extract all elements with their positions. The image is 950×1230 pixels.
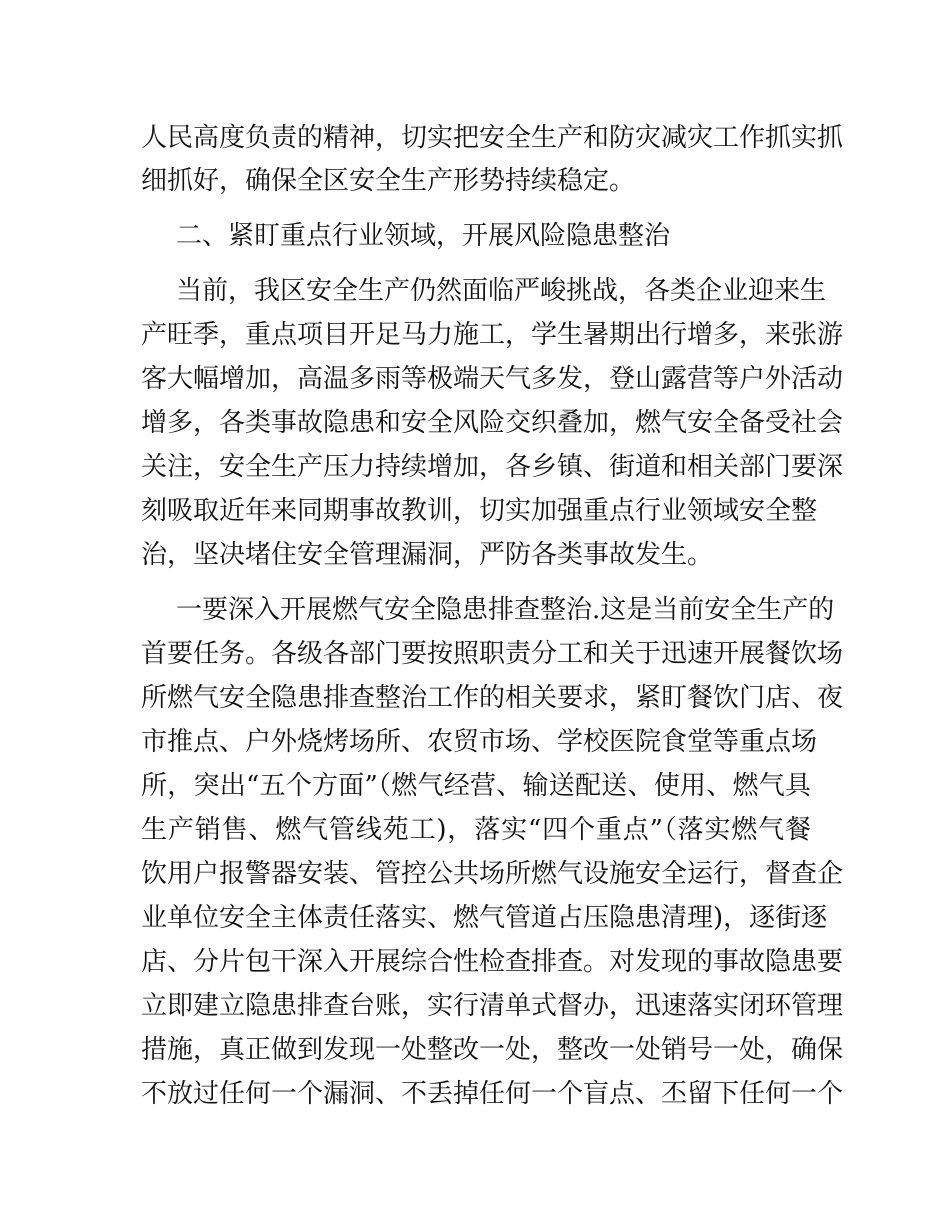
text-line: 客大幅增加，高温多雨等极端天气多发，登山露营等户外活动 <box>141 364 844 394</box>
text-line: 所，突出“五个方面”（燃气经营、输送配送、使用、燃气具 <box>141 771 811 801</box>
text-line: 措施，真正做到发现一处整改一处，整改一处销号一处，确保 <box>141 1035 844 1065</box>
text-line: 立即建立隐患排查台账，实行清单式督办，迅速落实闭环管理 <box>141 991 844 1021</box>
section-heading: 二、紧盯重点行业领域，开展风险隐患整治 <box>176 221 671 251</box>
text-line: 不放过任何一个漏洞、不丢掉任何一个盲点、丕留下任何一个 <box>141 1079 844 1109</box>
text-line: 当前，我区安全生产仍然面临严峻挑战，各类企业迎来生 <box>176 276 827 306</box>
text-line: 产旺季，重点项目开足马力施工，学生暑期出行增多，来张游 <box>141 320 844 350</box>
text-line: 饮用户报警器安装、管控公共场所燃气设施安全运行，督查企 <box>141 859 844 889</box>
text-line: 一要深入开展燃气安全隐患排查整治.这是当前安全生产的 <box>176 595 835 625</box>
text-line: 刻吸取近年来同期事故教训，切实加强重点行业领域安全整 <box>141 496 818 526</box>
text-line: 所燃气安全隐患排查整治工作的相关要求，紧盯餐饮门店、夜 <box>141 683 844 713</box>
text-line: 市推点、户外烧烤场所、农贸市场、学校医院食堂等重点场 <box>141 727 818 757</box>
text-line: 关注，安全生产压力持续增加，各乡镇、街道和相关部门要深 <box>141 452 844 482</box>
text-line: 首要任务。各级各部门要按照职责分工和关于迅速开展餐饮场 <box>141 639 844 669</box>
text-line: 治，坚决堵住安全管理漏洞，严防各类事故发生。 <box>141 540 714 570</box>
text-line: 细抓好，确保全区安全生产形势持续稳定。 <box>141 166 636 196</box>
text-line: 店、分片包干深入开展综合性检查排查。对发现的事故隐患要 <box>141 947 844 977</box>
text-line: 业单位安全主体责任落实、燃气管道占压隐患清理)，逐街逐 <box>141 903 828 933</box>
text-line: 人民高度负责的精神，切实把安全生产和防灾减灾工作抓实抓 <box>141 123 844 153</box>
text-line: 生产销售、燃气管线苑工)，落实“四个重点”（落实燃气餐 <box>141 815 811 845</box>
text-line: 增多，各类事故隐患和安全风险交织叠加，燃气安全备受社会 <box>141 408 844 438</box>
